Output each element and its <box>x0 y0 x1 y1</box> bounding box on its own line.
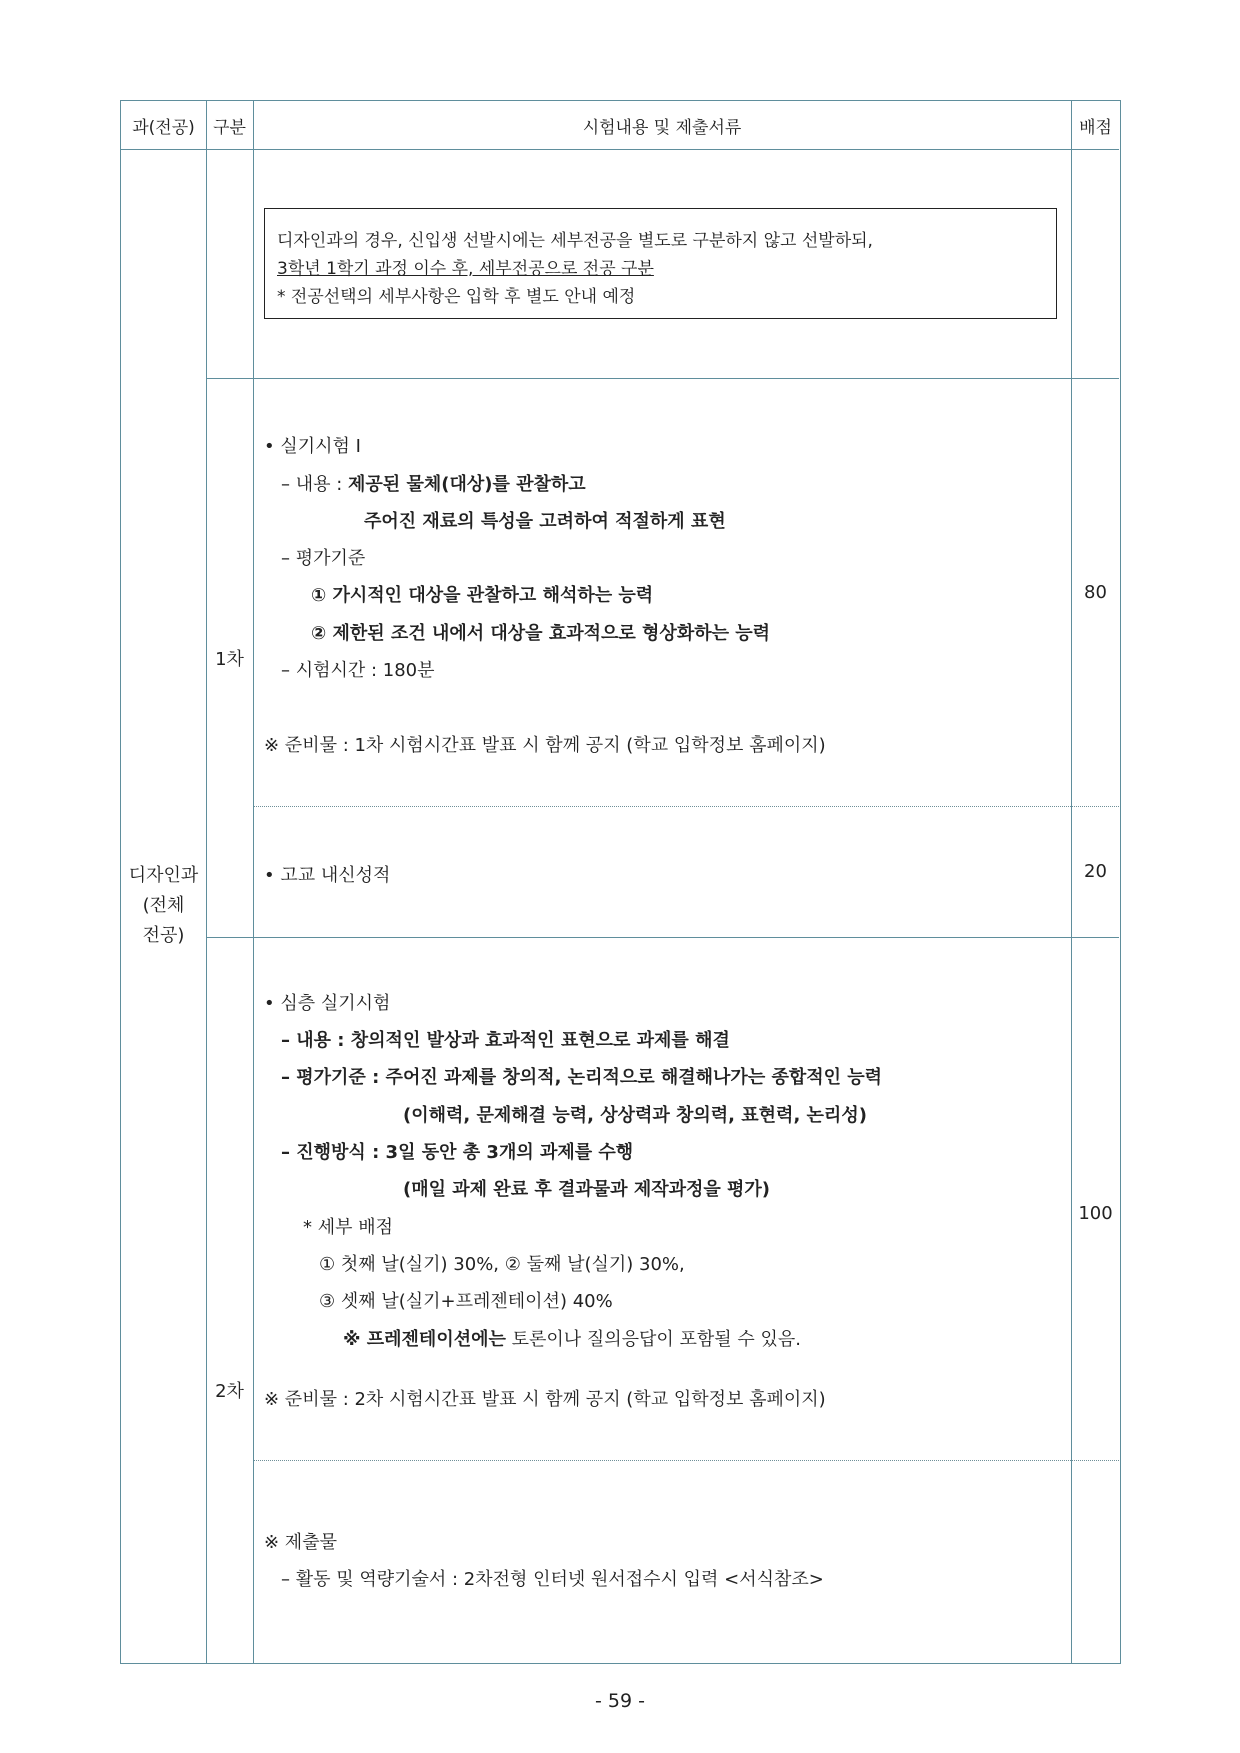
department-line1: 디자인과 <box>128 865 199 886</box>
stage2-submission-title: ※ 제출물 <box>264 1532 337 1553</box>
stage1-time: – 시험시간 : 180분 <box>281 660 435 681</box>
stage2-method-line1: – 진행방식 : 3일 동안 총 3개의 과제를 수행 <box>281 1142 634 1163</box>
stage1-content-line1: 제공된 물체(대상)를 관찰하고 <box>348 474 586 495</box>
stage1-content-line2: 주어진 재료의 특성을 고려하여 적절하게 표현 <box>364 511 726 532</box>
stage2-note <box>343 1325 801 1351</box>
stage1-grades-score: 20 <box>1084 861 1107 882</box>
notice-line1: 디자인과의 경우, 신입생 선발시에는 세부전공을 별도로 구분하지 않고 선발하되, <box>277 231 873 251</box>
department-line2: (전체 <box>142 895 185 916</box>
stage2-note-bold: ※ 프레젠테이션에는 <box>343 1329 506 1350</box>
notice-line3: * 전공선택의 세부사항은 입학 후 별도 안내 예정 <box>277 287 636 307</box>
stage2-detail2: ③ 셋째 날(실기+프레젠테이션) 40% <box>319 1291 613 1312</box>
row-divider-stage1-dotted <box>254 806 1119 807</box>
stage2-title: • 심층 실기시험 <box>264 993 391 1014</box>
stage1-criteria2: ② 제한된 조건 내에서 대상을 효과적으로 형상화하는 능력 <box>311 623 771 644</box>
page-number: - 59 - <box>595 1690 645 1712</box>
stage1-grades-title: • 고교 내신성적 <box>264 865 391 886</box>
stage2-method-line2: (매일 과제 완료 후 결과물과 제작과정을 평가) <box>403 1179 771 1200</box>
stage1-criteria-title: – 평가기준 <box>281 548 366 569</box>
row-divider-stage1 <box>206 937 1119 938</box>
notice-line2: 3학년 1학기 과정 이수 후, 세부전공으로 전공 구분 <box>277 259 654 279</box>
stage1-practical-score: 80 <box>1084 581 1107 603</box>
stage1-criteria1: ① 가시적인 대상을 관찰하고 해석하는 능력 <box>311 585 654 606</box>
row-divider-stage2-dotted <box>254 1460 1119 1461</box>
header-bottom-line <box>121 149 1119 150</box>
stage1-label: 1차 <box>215 648 244 670</box>
stage2-label: 2차 <box>215 1381 244 1402</box>
header-stage: 구분 <box>213 117 246 138</box>
row-divider-notice <box>206 378 1119 379</box>
header-score: 배점 <box>1079 117 1112 138</box>
stage2-score: 100 <box>1078 1203 1113 1224</box>
department-cell <box>121 149 206 1663</box>
col-divider-stage <box>253 101 254 1663</box>
admission-table <box>120 100 1121 1664</box>
stage2-detail-title: * 세부 배점 <box>303 1217 393 1238</box>
stage1-prep: ※ 준비물 : 1차 시험시간표 발표 시 함께 공지 (학교 입학정보 홈페이지) <box>264 735 826 756</box>
header-content: 시험내용 및 제출서류 <box>582 117 742 138</box>
stage1-practical-title: • 실기시험 Ⅰ <box>264 436 361 457</box>
stage1-content-row <box>281 470 586 496</box>
stage2-content: – 내용 : 창의적인 발상과 효과적인 표현으로 과제를 해결 <box>281 1030 730 1051</box>
stage2-criteria-line2: (이해력, 문제해결 능력, 상상력과 창의력, 표현력, 논리성) <box>403 1105 867 1126</box>
stage1-content-prefix: – 내용 : <box>281 474 349 495</box>
department-line3: 전공) <box>142 925 185 946</box>
stage2-prep: ※ 준비물 : 2차 시험시간표 발표 시 함께 공지 (학교 입학정보 홈페이지) <box>264 1389 826 1410</box>
notice-box <box>264 208 1057 319</box>
stage2-criteria-line1: – 평가기준 : 주어진 과제를 창의적, 논리적으로 해결해나가는 종합적인 능력 <box>281 1067 883 1088</box>
stage2-submission-item: – 활동 및 역량기술서 : 2차전형 인터넷 원서접수시 입력 <서식참조> <box>281 1569 824 1590</box>
stage2-note-rest: 토론이나 질의응답이 포함될 수 있음. <box>505 1329 802 1350</box>
header-dept: 과(전공) <box>132 117 195 138</box>
stage2-detail1: ① 첫째 날(실기) 30%, ② 둘째 날(실기) 30%, <box>319 1254 685 1275</box>
